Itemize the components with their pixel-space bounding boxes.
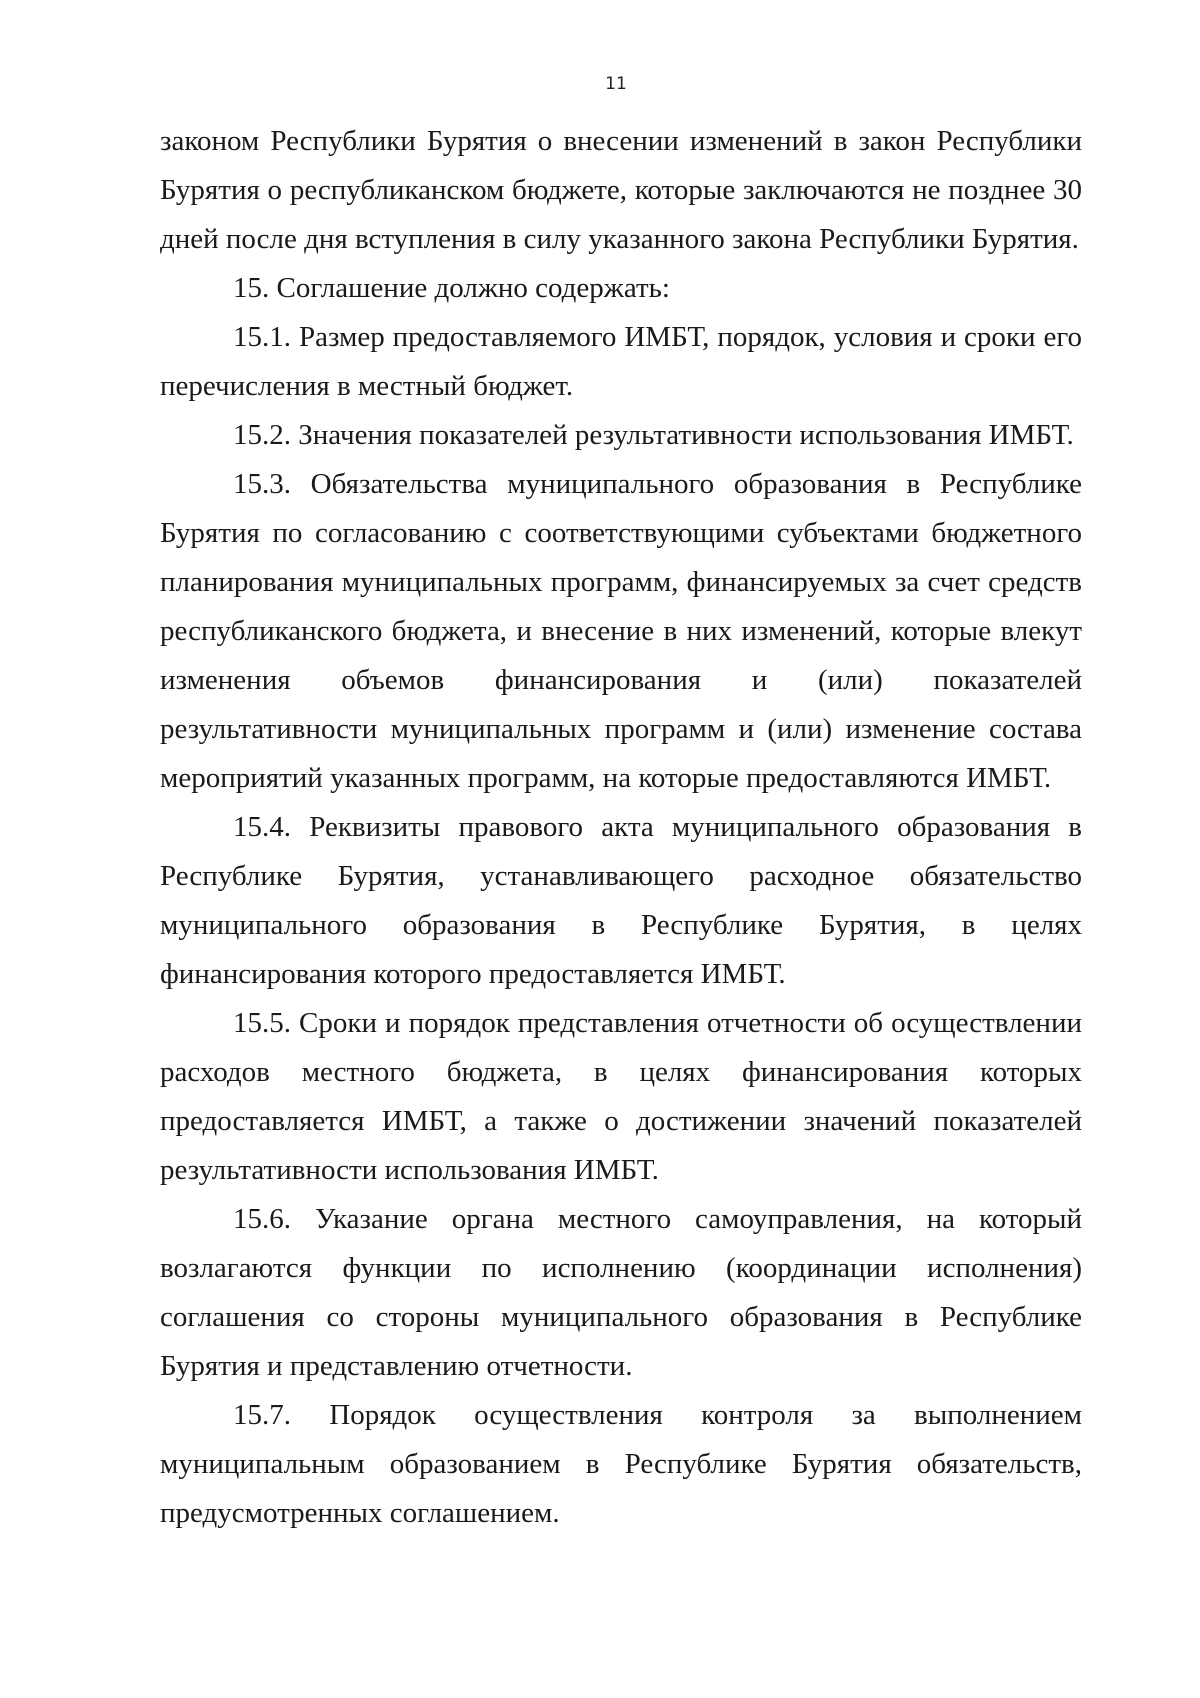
paragraph-15-6: 15.6. Указание органа местного самоуправления, на который возлагаются функции по исполнению (координации исполнения) соглашения со стороны муниципального образования в Республике Бурятия и представлению отчетности.: [160, 1203, 1082, 1382]
paragraph-15-5: 15.5. Сроки и порядок представления отчетности об осуществлении расходов местного бюджета, в целях финансирования которых предоставляется ИМБТ, а также о достижении значений показателей результативности использования ИМБТ.: [160, 1007, 1082, 1186]
paragraph-continuation: законом Республики Бурятия о внесении изменений в закон Республики Бурятия о республиканском бюджете, которые заключаются не позднее 30 дней после дня вступления в силу указанного закона Республики Бурятия.: [160, 125, 1082, 255]
paragraph-15-1: 15.1. Размер предоставляемого ИМБТ, порядок, условия и сроки его перечисления в местный бюджет.: [160, 321, 1082, 402]
paragraph-15-4: 15.4. Реквизиты правового акта муниципального образования в Республике Бурятия, устанавливающего расходное обязательство муниципального образования в Республике Бурятия, в целях финансирования которого предоставляется ИМБТ.: [160, 811, 1082, 990]
page-number: 11: [605, 74, 627, 94]
paragraph-15-7: 15.7. Порядок осуществления контроля за выполнением муниципальным образованием в Республике Бурятия обязательств, предусмотренных соглашением.: [160, 1399, 1082, 1529]
paragraph-15-3: 15.3. Обязательства муниципального образования в Республике Бурятия по согласованию с соответствующими субъектами бюджетного планирования муниципальных программ, финансируемых за счет средств республиканского бюджета, и внесение в них изменений, которые влекут изменения объемов финансирования и (или) показателей результативности муниципальных программ и (или) изменение состава мероприятий указанных программ, на которые предоставляются ИМБТ.: [160, 468, 1082, 794]
paragraph-15-2: 15.2. Значения показателей результативности использования ИМБТ.: [233, 419, 1074, 451]
document-body: [160, 117, 1082, 1538]
paragraph-15: 15. Соглашение должно содержать:: [233, 272, 670, 304]
